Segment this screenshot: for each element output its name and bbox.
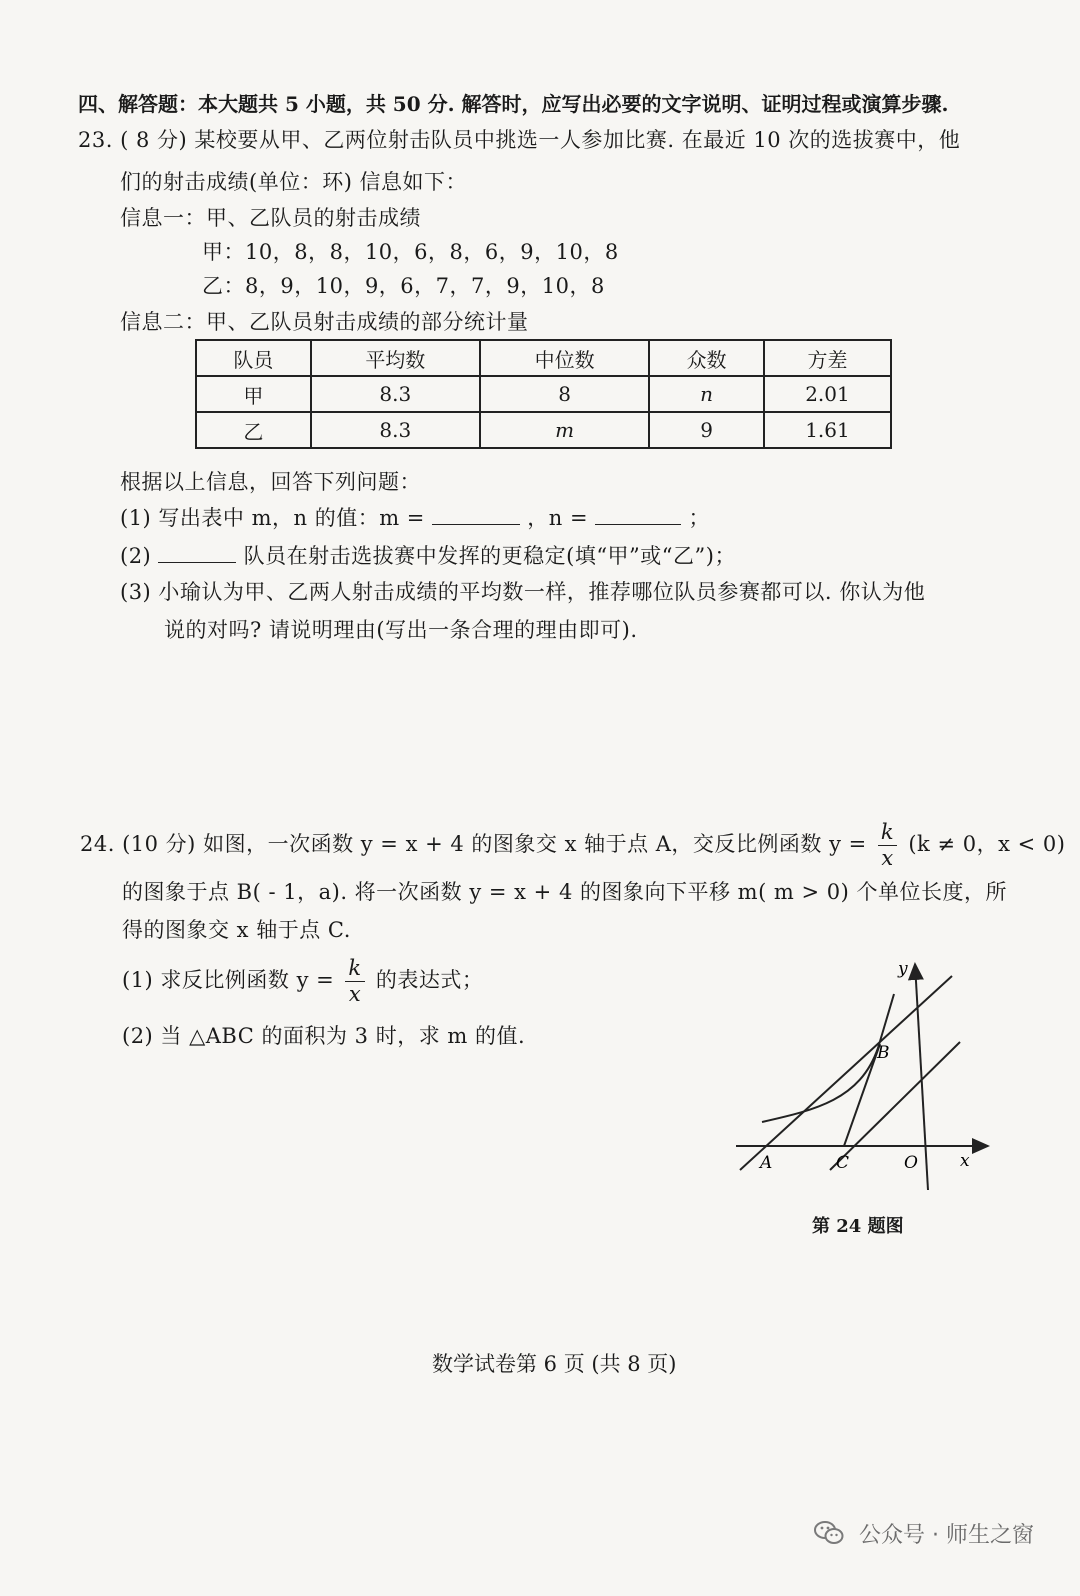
- table-cell: n: [649, 376, 764, 412]
- axis-label-y: y: [898, 959, 908, 979]
- q23-p1-text: (1) 写出表中 m，n 的值：m =: [120, 506, 425, 530]
- table-header: 队员: [196, 340, 311, 376]
- table-header: 众数: [649, 340, 764, 376]
- table-cell: 乙: [196, 412, 311, 448]
- q23-p1-text: ，n =: [527, 506, 589, 530]
- q23-p3-line2: 说的对吗? 请说明理由(写出一条合理的理由即可).: [164, 618, 638, 642]
- section-heading: 四、解答题：本大题共 5 小题，共 50 分. 解答时，应写出必要的文字说明、证明过程或演算步骤.: [78, 92, 949, 116]
- fraction-k-over-x: $\frac{k}{x}$: [345, 958, 364, 1005]
- q23-info1-title: 信息一：甲、乙队员的射击成绩: [120, 206, 421, 230]
- q23-info2-title: 信息二：甲、乙队员射击成绩的部分统计量: [120, 310, 529, 334]
- watermark: [814, 1518, 1034, 1552]
- q24-line3: 得的图象交 x 轴于点 C.: [122, 918, 351, 942]
- table-cell: 甲: [196, 376, 311, 412]
- shifted-line: [830, 1042, 960, 1170]
- table-row: [196, 376, 891, 412]
- point-label-b: B: [877, 1043, 890, 1063]
- stats-table: [195, 339, 892, 449]
- axis-label-x: x: [960, 1151, 970, 1171]
- q24-p1-text: (1) 求反比例函数 y =: [122, 968, 335, 992]
- q23-p3-line1: (3) 小瑜认为甲、乙两人射击成绩的平均数一样，推荐哪位队员参赛都可以. 你认为他: [120, 580, 926, 604]
- point-label-o: O: [904, 1153, 918, 1173]
- q24-line1: [80, 822, 1065, 869]
- q24-condition: (k ≠ 0，x < 0): [908, 832, 1066, 856]
- table-header: 平均数: [311, 340, 480, 376]
- table-cell: 1.61: [764, 412, 891, 448]
- q23-p2-label: (2): [120, 544, 152, 568]
- fraction-k-over-x: $\frac{k}{x}$: [878, 822, 897, 869]
- table-cell: 9: [649, 412, 764, 448]
- q24-line2: 的图象于点 B( - 1，a). 将一次函数 y = x + 4 的图象向下平移 m( m > 0) 个单位长度，所: [122, 880, 1008, 904]
- table-cell: 8.3: [311, 412, 480, 448]
- table-row: [196, 412, 891, 448]
- q23-score: ( 8 分): [120, 128, 188, 152]
- figure-caption: 第 24 题图: [812, 1216, 904, 1237]
- table-header: 方差: [764, 340, 891, 376]
- q24-figure: [720, 950, 1020, 1200]
- q24-p1-end: 的表达式；: [375, 968, 484, 992]
- answer-blank-m[interactable]: [432, 506, 520, 525]
- q23-intro-1: 某校要从甲、乙两位射击队员中挑选一人参加比赛. 在最近 10 次的选拔赛中，他: [194, 128, 961, 152]
- q23-number: 23.: [78, 128, 113, 152]
- q23-part2: [120, 540, 736, 570]
- q23-line1: [78, 124, 960, 154]
- wechat-icon: [814, 1520, 844, 1552]
- q23-jia-scores: 甲：10，8，8，10，6，8，6，9，10，8: [202, 240, 619, 264]
- table-cell: 8: [480, 376, 649, 412]
- table-cell: m: [480, 412, 649, 448]
- q24-line1-text: 如图，一次函数 y = x + 4 的图象交 x 轴于点 A，交反比例函数 y =: [203, 832, 867, 856]
- q23-p2-text: 队员在射击选拔赛中发挥的更稳定(填“甲”或“乙”)；: [243, 544, 736, 568]
- table-cell: 8.3: [311, 376, 480, 412]
- q24-part1: [122, 958, 483, 1005]
- watermark-text: 公众号 · 师生之窗: [859, 1523, 1034, 1548]
- q23-p1-end: ；: [688, 506, 710, 530]
- q23-prompt: 根据以上信息，回答下列问题：: [120, 470, 421, 494]
- q24-number: 24.: [80, 832, 115, 856]
- table-header: 中位数: [480, 340, 649, 376]
- answer-blank-player[interactable]: [158, 544, 236, 563]
- q23-intro-2: 们的射击成绩(单位：环) 信息如下：: [120, 170, 468, 194]
- page-footer: 数学试卷第 6 页 (共 8 页): [432, 1352, 677, 1376]
- point-label-a: A: [760, 1153, 773, 1173]
- q23-yi-scores: 乙：8，9，10，9，6，7，7，9，10，8: [202, 274, 605, 298]
- point-label-c: C: [836, 1153, 850, 1173]
- q23-part1: [120, 502, 710, 532]
- table-cell: 2.01: [764, 376, 891, 412]
- answer-blank-n[interactable]: [595, 506, 681, 525]
- q24-score: (10 分): [122, 832, 196, 856]
- table-header-row: [196, 340, 891, 376]
- q24-part2: (2) 当 △ABC 的面积为 3 时，求 m 的值.: [122, 1024, 526, 1048]
